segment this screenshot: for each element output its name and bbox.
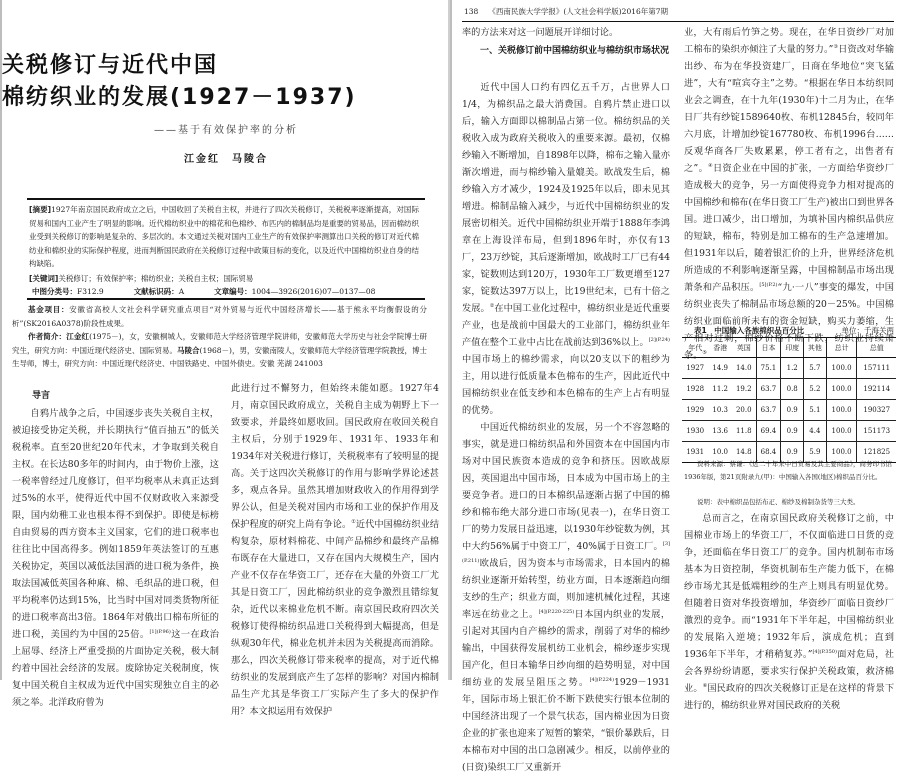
table-cell: 20.0 xyxy=(732,400,756,421)
table-cell: 10.3 xyxy=(708,400,731,421)
right-column-1-body xyxy=(462,79,670,776)
table-cell: 4.4 xyxy=(804,421,827,442)
table-cell: 192114 xyxy=(857,379,896,400)
table-cell: 151173 xyxy=(857,421,896,442)
paragraph: 中国近代棉纺织业的发展，另一个不容忽略的事实，就是进口棉纺织品和外国资本在中国国内市场对中国民族资本造成的竞争和挤压。因欧战原因，英国退出中国市场，日本成为中国市场上的主要竞争者。进口的日本棉织品逐渐占据了中国的棉纱和棉布绝大部分进口市场(见表一)，在华日资工厂的势力发展日益迅速，以1930年纱锭数为例，其中大约56%属于中资工厂，40%属于日资工厂。$^{[3](P.211)}$欧战后，因为资本与市场需求，日本国内的棉纺织业逐渐开始转型，纺业方面，日本逐渐趋向细支纱的生产；织业方面，则加速机械化过程，其速率远在纺业之上。$^{[4](P.220-225)}$日本国内织业的发展，引起对其国内自产棉纱的需求，削弱了对华的棉纱输出，中国获得发展机纺工业机会，棉纱逐步实现国产化，但日本输华日纱向细的趋势明显，对中国细纺业的发展呈阻压之势。$^{[4](P.224)}$1929－1931年，国际市场上银汇价不断下跌使实行银本位制的中国经济出现了一个景气状态，国内棉业因为日资企业的扩张也迎来了短暂的繁荣，“银价暴跌后，日本棉布对中国的出口急剧减少。相反，以前停业的(日资)染织工厂又重新开 xyxy=(462,422,671,773)
intro-heading: 导言 xyxy=(32,391,51,401)
author-name-1: 江金红 xyxy=(66,332,90,341)
fund-label: 基金项目： xyxy=(28,305,70,314)
author-name-2: 马陵合 xyxy=(177,345,200,355)
table-cell: 0.9 xyxy=(781,442,804,463)
table-cell: 11.2 xyxy=(708,379,731,400)
article-title-line-2: 棉纺织业的发展(1927－1937) xyxy=(2,85,357,110)
paragraph: 自鸦片战争之后，中国逐步丧失关税自主权，被迫接受协定关税，并长期执行“值百抽五”的低关税税率。直至20世纪20年代末，才争取到关税自主权。在长达80多年的时间内，由于物价上涨，这一税率曾经过几度修订，但平均税率从未真正达到过5%的水平，使得近代中国不仅财政收入来源受限，国内幼稚工业也根本得不到保护。即使是标榜自由贸易的西方资本主义国家，它们的进口税率也往往比中国高得多。例如1859年英法签订的互惠关税协定，英国以减低法国酒的进口税为条件，换取法国减低英国各种麻、棉、毛织品的进口税，但平均税率仍达到15%，比当时中国对同类货物所征的进口税率高出3倍。1864年对俄出口棉布所征的进口税，美国约为中国的25倍。$^{[1](P.96)}$这一在政治上屈辱、经济上严重受损的片面协定关税，极大制约着中国社会经济的发展。废除协定关税制度，恢复中国关税自主权成为近代中国实现独立自主的必须之举。北洋政府曾为 xyxy=(12,408,219,708)
column-header: 印度 xyxy=(781,338,804,358)
table-cell: 157111 xyxy=(857,358,896,379)
keywords xyxy=(29,272,419,285)
header-rule xyxy=(462,21,894,22)
table-cell: 100.0 xyxy=(826,442,857,463)
table-cell: 5.1 xyxy=(804,400,827,421)
column-header: 总计 xyxy=(826,338,857,358)
column-header: 总值 xyxy=(857,338,896,358)
table-row xyxy=(682,379,896,400)
paragraph: 近代中国人口约有四亿五千万，占世界人口1/4，为棉织品之最大消费国。自鸦片禁止进口以后，输入方面即以棉制品占第一位。棉纺织品的关税收入成为政府关税收入的重要来源。最初，仅棉纱输入不断增加，自1898年以降，棉布之输入量亦渐次增进，而与棉纱输入量媲美。欧战发生后，棉纱输入方才减少，1924及1925年以后，即未见其增进。棉制品输入减少，与近代中国棉纺织业的发展密切相关。近代中国棉纺织业开端于1888年李鸿章在上海设洋布局，但到1896年时，亦仅有13厂，23万纱锭，其后逐渐增加，欧战时工厂已有44家，锭数则达到120万，1930年工厂数更增至127家，锭数达397万以上，比19世纪末，已有十倍之发展。②在中国工业化过程中，棉纺织业是近代重要产业，也是战前中国最大的工业部门，棉纺织业年产值在整个工业中占比在战前达到36%以上。$^{[2](P.24)}$中国市场上的棉纱需求，向以20支以下的粗纱为主，用以进行低质量本色棉布的生产，因此近代中国棉纺织业在低支纱和本色棉布的生产上占有明显的优势。 xyxy=(462,82,671,416)
table-caption: 表1 中国输入各族棉织品百分比 xyxy=(694,326,805,335)
section-heading-1: 一、关税修订前中国棉纺织业与棉纺织市场状况 xyxy=(480,46,670,56)
table-cell: 5.9 xyxy=(804,442,827,463)
abstract-text: 1927年南京国民政府成立之后，中国收回了关税自主权，并进行了四次关税修订，关税税率逐渐提高，对国际贸易和国内工业产生了明显的影响。近代棉纺织业中的棉花和色棉纱、布匹内的棉制品均是重要的贸易品，因而棉纺织业受到关税修订的影响是复杂的、多层次的。本文通过关税对国内工业生产的有效保护率测算出口关税的修订对近代棉纺业和棉织业的实际保护程度，进而判断国民政府在关税修订过程中政策目标的变化，以及近代中国棉纺织业自身的结构缺陷。 xyxy=(29,205,419,268)
column-header: 其他 xyxy=(804,338,827,358)
article-subtitle: ——基于有效保护率的分析 xyxy=(154,125,298,136)
table-cell: 100.0 xyxy=(826,421,857,442)
table-cell: 5.2 xyxy=(804,379,827,400)
table-header-row xyxy=(682,338,896,358)
running-header xyxy=(464,6,668,17)
abstract xyxy=(29,203,419,271)
import-share-table xyxy=(682,337,896,463)
table-cell: 121825 xyxy=(857,442,896,463)
fund-info xyxy=(12,303,427,330)
table-cell: 10.0 xyxy=(708,442,731,463)
paragraph: 率的方法来对这一问题展开详细讨论。 xyxy=(462,27,619,38)
author-bio: 作者简介：江金红(1975－)，女，安徽桐城人，安徽师范大学经济管理学院讲师，安徽师范大学历史与社会学院博士研究生，研究方向：中国近现代经济史、国际贸易。马陵合(1968－)，男，安徽南陵人，安徽师范大学经济管理学院教授，博士生导师，博士，研究方向：中国近现代经济史、中国铁路史、中国外债史。安徽 芜湖 241003 xyxy=(12,332,428,368)
table-cell: 14.8 xyxy=(732,442,756,463)
table-cell: 100.0 xyxy=(826,358,857,379)
abstract-top-rule xyxy=(27,198,425,200)
bio-label: 作者简介： xyxy=(28,332,67,341)
table-cell: 190327 xyxy=(857,400,896,421)
footnote-marker: ① xyxy=(351,518,356,525)
table-cell: 1931 xyxy=(682,442,708,463)
table-cell: 0.8 xyxy=(781,379,804,400)
column-header: 年代 xyxy=(682,338,708,358)
page-number: 138 xyxy=(464,7,479,16)
right-column-2 xyxy=(684,24,894,364)
table-row xyxy=(682,358,896,379)
table-cell: 100.0 xyxy=(826,379,857,400)
table-cell: 1930 xyxy=(682,421,708,442)
table-cell: 63.7 xyxy=(756,400,781,421)
column-header: 日本 xyxy=(756,338,781,358)
citation: [1](P.96) xyxy=(149,628,171,635)
right-column-1 xyxy=(462,24,670,41)
table-cell: 19.2 xyxy=(732,379,756,400)
table-cell: 1927 xyxy=(682,358,708,379)
table-row xyxy=(682,421,896,442)
paragraph: 此进行过不懈努力，但始终未能如愿。1927年4月，南京国民政府成立，关税自主成为朝野上下一致要求，并最终如愿收回。国民政府在收回关税自主权后，分别于1929年、1931年、1933年和1934年对关税进行修订，关税税率有了较明显的提高。关于这四次关税修订的作用与影响学界论述甚多，观点各异。虽然其增加财政收入的作用得到学界公认，但是关税对国内市场和工业的保护作用及保护程度的研究上尚有争论。①近代中国棉纺织业结构复杂，原材料棉花、中间产品棉纱和最终产品棉布既存在大量进口，又存在国内大规模生产，国内产业不仅存在华资工厂，还存在大量的外资工厂尤其是日资工厂，因此棉纺织业的竞争激烈且错综复杂，近代以来棉业危机不断。南京国民政府四次关税修订使得棉纺织品进口关税得到大幅提高，但是纵观30年代，棉业危机并未因为关税提高而消除。那么，四次关税修订带来税率的提高，对于近代棉纺织业的发展到底产生了怎样的影响？对国内棉制品生产尤其是华资工厂实际产生了多大的保护作用？本文拟运用有效保护 xyxy=(231,383,440,717)
left-column-2 xyxy=(231,380,439,720)
table-cell: 75.1 xyxy=(756,358,781,379)
left-column-1 xyxy=(12,405,219,711)
keywords-label: [关键词] xyxy=(29,274,59,283)
table-cell: 1929 xyxy=(682,400,708,421)
table-cell: 13.6 xyxy=(708,421,731,442)
journal-name: 《西南民族大学学报》(人文社会科学版)2016年第7期 xyxy=(488,7,669,16)
table-cell: 14.0 xyxy=(732,358,756,379)
left-page xyxy=(0,0,448,717)
table-caption-row xyxy=(689,325,894,336)
column-header: 英国 xyxy=(732,338,756,358)
document-code: 文献标识码：A xyxy=(133,287,185,296)
keywords-text: 关税修订；有效保护率；棉纺织业；关税自主权；国际贸易 xyxy=(58,274,254,283)
clc-number: 中图分类号：F312.9 xyxy=(32,287,104,296)
right-page xyxy=(450,0,900,773)
fund-text: 安徽省高校人文社会科学研究重点项目“对外贸易与近代中国经济增长——基于熊永平均衡假设的分析”(SK2016A0378)阶段性成果。 xyxy=(12,305,427,328)
table-cell: 0.9 xyxy=(781,421,804,442)
column-header: 香港 xyxy=(708,338,731,358)
right-column-2-body xyxy=(684,510,894,714)
table-cell: 1.2 xyxy=(781,358,804,379)
article-number: 文章编号：1004—3926(2016)07—0137—08 xyxy=(214,287,376,296)
table-cell: 11.8 xyxy=(732,421,756,442)
table-cell: 14.9 xyxy=(708,358,731,379)
table-cell: 69.4 xyxy=(756,421,781,442)
table-unit: 单位：千海关两 xyxy=(841,326,894,335)
table-row xyxy=(682,400,896,421)
paragraph: 业，大有雨后竹笋之势。现在，在华日资纱厂对加工棉布的染织亦倾注了大量的努力。”③日资改对华输出纱、布为在华投资建厂，日商在华地位“突飞猛进”，大有“喧宾夺主”之势。“根据在华日本纺织同业会之调查，在十九年(1930年)十二月为止，在华日厂共有纱锭1589640枚、布机12845台，较同年六月底，计增加纱锭167780枚、布机1996台……反观华商各厂失败累累，停工者有之，出售者有之”。④日资企业在中国的扩张，一方面给华资纱厂造成极大的竞争，另一方面使得竞争力相对提高的中国棉纱和棉布(在华日资工厂生产)被出口到世界各国。进口减少，出口增加，为填补国内棉织品供应的短缺，棉布，特别是加工棉布的生产急速增加。但1931年以后，随着银汇价的上升，世界经济危机所造成的不利影响逐渐呈露，中国棉制品市场出现萧条和产品积压。$^{[5](P.2)}$“九·一八”事变的爆发，中国纺织业丧失了棉制品市场总额的20－25%。中国棉纺织业面临前所未有的资金短缺，购买力萎缩，生产相对过剩，棉纱价格不断下跌，纺织业持续萧条。⑤ xyxy=(684,27,895,361)
abstract-bottom-rule xyxy=(27,298,425,300)
article-title-line-1: 关税修订与近代中国 xyxy=(2,53,219,78)
table-source-note: 资料来源：蔡谦：《近二十年来中日贸易及其主要商品》，商务印书馆1936年版，第21页附录九(甲)：中国输入各国(地区)棉织品百分比。 xyxy=(684,460,892,481)
table-cell: 100.0 xyxy=(826,400,857,421)
table-cell: 0.9 xyxy=(781,400,804,421)
abstract-label: [摘要] xyxy=(29,205,52,214)
classification-row xyxy=(32,286,422,297)
paragraph: 总而言之，在南京国民政府关税修订之前，中国棉业市场上的华资工厂，不仅面临进口日货的竞争，还面临在华日资工厂的竞争。国内机制布市场基本为日资控制，华资机制布生产能力低下，在棉纱市场尤其是低端粗纱的生产上则具有明显优势。但随着日资对华投资增加，华资纱厂面临日资纱厂激烈的竞争。而“1931年下半年起，中国棉纺织业的发展陷入逆境；1932年后，演成危机；直到1936年下半年，才稍稍复苏。”$^{[4](P.350)}$面对危局，社会各界纷纷请愿，要求实行保护关税政策，救济棉业。⑥国民政府的四次关税修订正是在这样的背景下进行的，棉纺织业界对国民政府的关税 xyxy=(684,513,895,711)
article-authors: 江金红 马陵合 xyxy=(184,154,268,165)
table-cell: 63.7 xyxy=(756,379,781,400)
table-remark-note: 说明：表中棉织品包括布疋、棉纱及棉制杂货等三大类。 xyxy=(697,498,860,506)
table-cell: 68.4 xyxy=(756,442,781,463)
table-cell: 1928 xyxy=(682,379,708,400)
table-cell: 5.7 xyxy=(804,358,827,379)
